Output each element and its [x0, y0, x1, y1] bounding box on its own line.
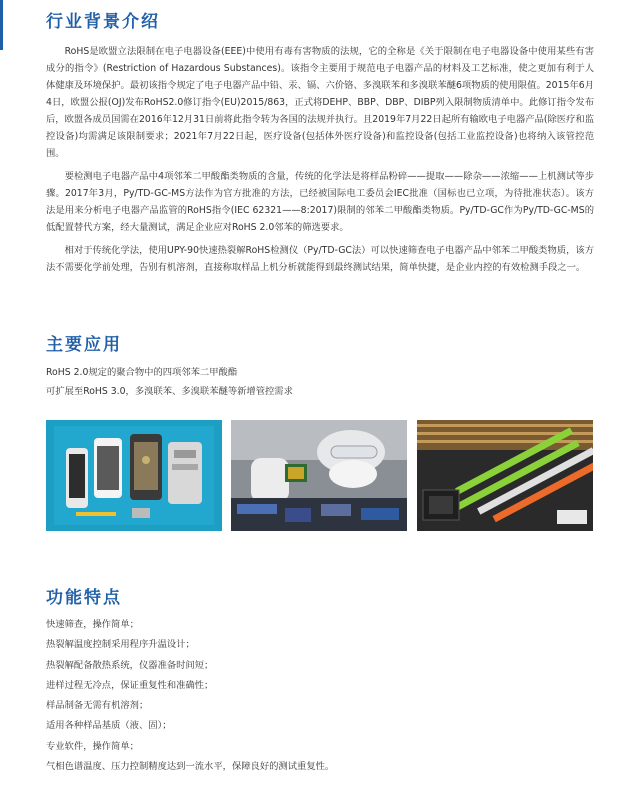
photo-disassembled-phones: [46, 420, 222, 531]
background-body: [46, 43, 594, 282]
feature-item: 气相色谱温度、压力控制精度达到一流水平，保障良好的测试重复性。: [46, 761, 335, 773]
left-accent-bar: [0, 0, 3, 50]
feature-item: 热裂解温度控制采用程序升温设计；: [46, 639, 195, 651]
application-item: 可扩展至RoHS 3.0，多溴联苯、多溴联苯醚等新增管控需求: [46, 386, 293, 397]
photo-lab-technician: [231, 420, 407, 531]
application-item: RoHS 2.0规定的聚合物中的四项邻苯二甲酸酯: [46, 367, 238, 378]
feature-item: 快速筛查，操作简单；: [46, 619, 139, 630]
feature-item: 进样过程无冷点，保证重复性和准确性；: [46, 679, 214, 691]
application-photos: [46, 420, 594, 531]
background-paragraph-2: 要检测电子电器产品中4项邻苯二甲酸酯类物质的含量，传统的化学法是将样品粉碎——提取——除杂——浓缩——上机测试等步骤。2017年3月，Py/TD-GC-MS方法作为官方批准的方法，已经被国际电工委员会IEC批准（国标也已立项，为待批准状态）。该方法是用来分析电子电器产品监管的RoHS指令(IEC 62321——8:2017)限制的邻苯二甲酸酯类物质。Py/TD-GC作为Py/TD-GC-MS的低配置替代方案，经大量测试，满足企业应对RoHS 2.0邻苯的筛选要求。: [46, 171, 594, 233]
feature-item: 样品制备无需有机溶剂；: [46, 700, 149, 712]
feature-item: 热裂解配备散热系统，仪器准备时间短；: [46, 659, 214, 671]
features-list: [46, 615, 594, 777]
section-title-background: 行业背景介绍: [46, 12, 160, 32]
section-title-applications: 主要应用: [46, 335, 122, 355]
feature-item: 适用各种样品基质（液、固）；: [46, 720, 172, 732]
background-paragraph-3: 相对于传统化学法，使用UPY-90快速热裂解RoHS检测仪（Py/TD-GC法）可以快速筛查电子电器产品中邻苯二甲酸类物质，该方法不需要化学前处理，告别有机溶剂，直接称取样品上机分析就能得到最终测试结果，简单快捷，是企业内控的有效检测手段之一。: [46, 245, 594, 273]
applications-list: [46, 363, 594, 401]
background-paragraph-1: RoHS是欧盟立法限制在电子电器设备(EEE)中使用有毒有害物质的法规，它的全称是《关于限制在电子电器设备中使用某些有害成分的指令》(Restriction of Hazardous Substances)。该指令主要用于规范电子电器产品的材料及工艺标准，使之更加有利于人体健康及环境保护。最初该指令规定了电子电器产品中铅、汞、镉、六价铬、多溴联苯和多溴联苯醚6项物质的使用限值。2015年6月4日，欧盟公报(OJ)发布RoHS2.0修订指令(EU)2015/863，正式将DEHP、BBP、DBP、DIBP列入限制物质清单中。此修订指令发布后，欧盟各成员国需在2016年12月31日前将此指令转为各国的法规并执行。且2019年7月22日起所有输欧电子电器产品(除医疗和监控设备)均需满足该限制要求；2021年7月22日起，医疗设备(包括体外医疗设备)和监控设备(包括工业监控设备)也将纳入该管控范围。: [46, 46, 594, 159]
photo-circuit-board: [417, 420, 593, 531]
feature-item: 专业软件，操作简单；: [46, 740, 139, 752]
section-title-features: 功能特点: [46, 588, 122, 608]
